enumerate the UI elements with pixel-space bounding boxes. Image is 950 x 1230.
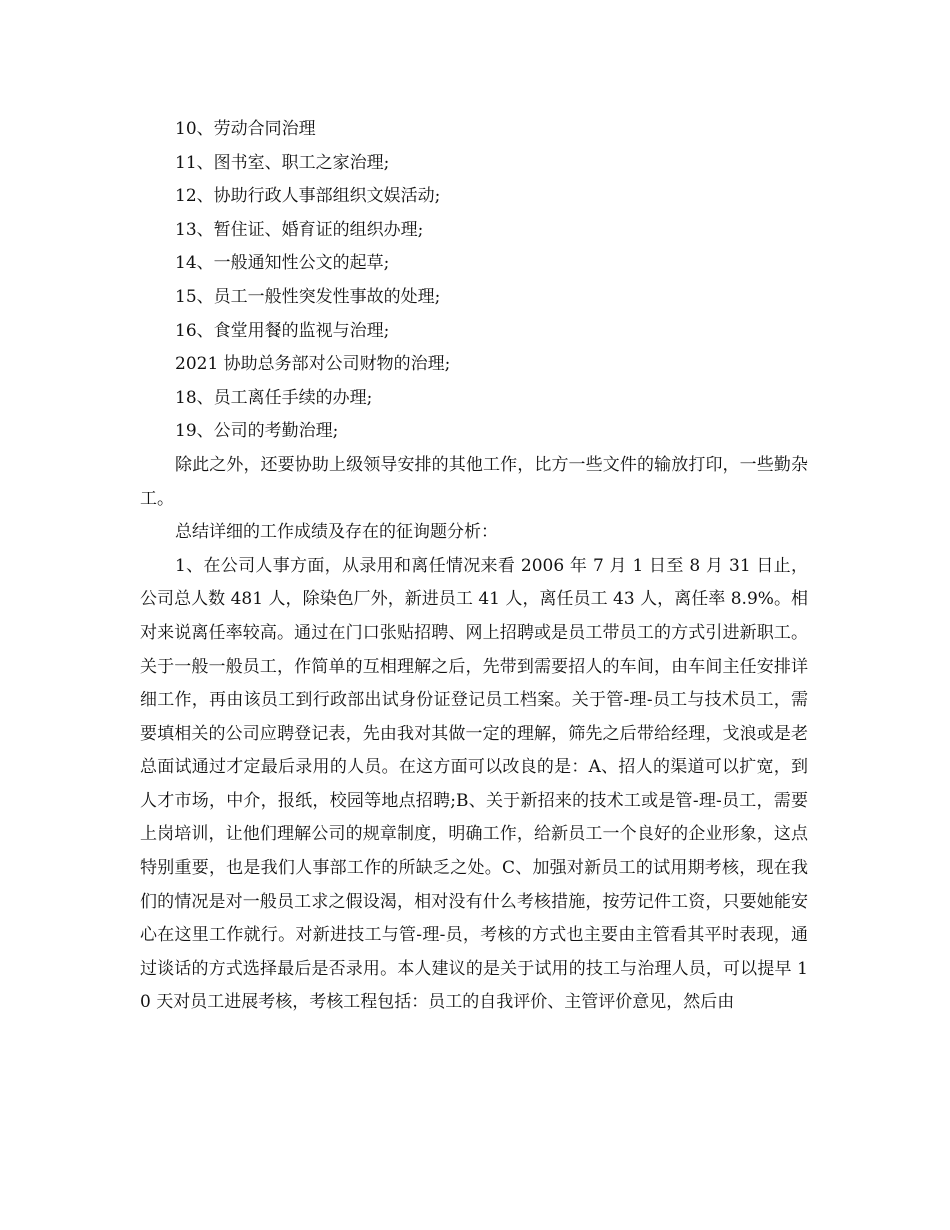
list-item: 15、员工一般性突发性事故的处理; [175, 286, 441, 307]
list-item: 16、食堂用餐的监视与治理; [175, 320, 390, 341]
paragraph-hr-analysis: 1、在公司人事方面，从录用和离任情况来看 2006 年 7 月 1 日至 8 月 31 日止，公司总人数 481 人，除染色厂外，新进员工 41 人，离任员工 43 人，离任率 8.9%。相对来说离任率较高。通过在门口张贴招聘、网上招聘或是员工带员工的方式引进新职工。关于一般一般员工，作简单的互相理解之后，先带到需要招人的车间，由车间主任安排详细工作，再由该员工到行政部出试身份证登记员工档案。关于管-理-员工与技术员工，需要填相关的公司应聘登记表，先由我对其做一定的理解，筛先之后带给经理，戈浪或是老总面试通过才定最后录用的人员。在这方面可以改良的是：A、招人的渠道可以扩宽，到人才市场，中介，报纸，校园等地点招聘;B、关于新招来的技术工或是管-理-员工，需要上岗培训，让他们理解公司的规章制度，明确工作，给新员工一个良好的企业形象，这点特别重要，也是我们人事部工作的所缺乏之处。C、加强对新员工的试用期考核，现在我们的情况是对一般员工求之假设渴，相对没有什么考核措施，按劳记件工资，只要她能安心在这里工作就行。对新进技工与管-理-员，考核的方式也主要由主管看其平时表现，通过谈话的方式选择最后是否录用。本人建议的是关于试用的技工与治理人员，可以提早 10 天对员工进展考核，考核工程包括：员工的自我评价、主管评价意见，然后由 [140, 555, 808, 1013]
list-item: 14、一般通知性公文的起草; [175, 253, 390, 274]
list-item: 2021 协助总务部对公司财物的治理; [175, 354, 451, 375]
list-item: 18、员工离任手续的办理; [175, 387, 373, 408]
list-item: 10、劳动合同治理 [175, 119, 316, 139]
paragraph-summary-heading: 总结详细的工作成绩及存在的征询题分析： [175, 522, 498, 543]
list-item: 11、图书室、职工之家治理; [175, 152, 390, 173]
list-item: 13、暂住证、婚育证的组织办理; [175, 219, 424, 240]
document-body [140, 113, 808, 1020]
paragraph-extra-duties: 除此之外，还要协助上级领导安排的其他工作，比方一些文件的输放打印，一些勤杂工。 [140, 454, 808, 509]
list-item: 12、协助行政人事部组织文娱活动; [175, 186, 441, 207]
list-item: 19、公司的考勤治理; [175, 421, 339, 442]
